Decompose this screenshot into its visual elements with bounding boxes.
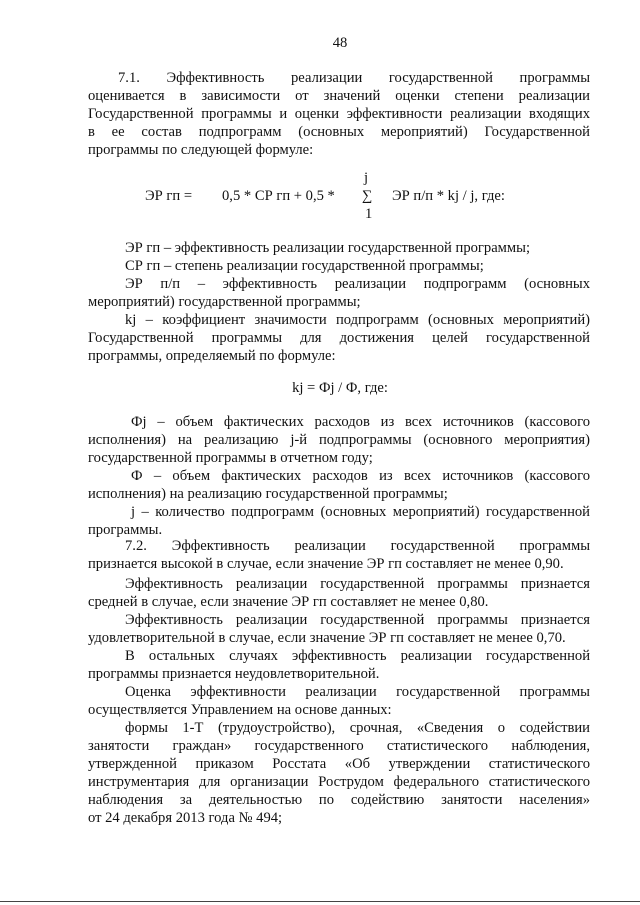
sigma-symbol: ∑ [362, 188, 373, 204]
text-line: j – количество подпрограмм (основных мероприятий) государственной [131, 504, 590, 520]
formula-term-2: ЭР п/п * kj / j, где: [392, 188, 505, 204]
formula-kj: kj = Фj / Ф, где: [292, 380, 388, 396]
text-line: мероприятий) государственной программы; [88, 294, 361, 310]
text-line: осуществляется Управлением на основе данных: [88, 702, 392, 718]
text-line: государственной программы в отчетном году; [88, 450, 373, 466]
text-line: удовлетворительной в случае, если значение ЭР гп составляет не менее 0,70. [88, 630, 566, 646]
text-line: 7.1. Эффективность реализации государственной программы [118, 70, 590, 86]
text-line: в ее состав подпрограмм (основных мероприятий) Государственной [88, 124, 590, 140]
text-line: Ф – объем фактических расходов из всех источников (кассового [131, 468, 590, 484]
formula-lhs: ЭР гп = [145, 188, 193, 204]
text-line: 7.2. Эффективность реализации государственной программы [125, 538, 590, 554]
text-line: средней в случае, если значение ЭР гп составляет не менее 0,80. [88, 594, 489, 610]
formula-lower-index: 1 [365, 206, 373, 222]
text-line: исполнения) на реализацию j-й подпрограммы (основного мероприятия) [88, 432, 590, 448]
text-line: Оценка эффективности реализации государственной программы [125, 684, 590, 700]
text-line: программы признается неудовлетворительной. [88, 666, 380, 682]
text-line: Фj – объем фактических расходов из всех источников (кассового [131, 414, 590, 430]
text-line: занятости граждан» государственного статистического наблюдения, [88, 738, 590, 754]
text-line: программы, определяемый по формуле: [88, 348, 336, 364]
text-line: наблюдения за деятельностью по содействию занятости населения» [88, 792, 590, 808]
text-line: исполнения) на реализацию государственной программы; [88, 486, 448, 502]
text-line: формы 1-Т (трудоустройство), срочная, «Сведения о содействии [125, 720, 590, 736]
text-line: Государственной программы и оценки эффективности реализации входящих [88, 106, 590, 122]
text-line: В остальных случаях эффективность реализации государственной [125, 648, 590, 664]
text-line: СР гп – степень реализации государственной программы; [125, 258, 484, 274]
text-line: программы. [88, 522, 163, 538]
text-line: Государственной программы для достижения целей государственной [88, 330, 590, 346]
text-line: от 24 декабря 2013 года № 494; [88, 810, 283, 826]
text-line: признается высокой в случае, если значение ЭР гп составляет не менее 0,90. [88, 556, 564, 572]
text-line: Эффективность реализации государственной программы признается [125, 612, 590, 628]
text-line: Эффективность реализации государственной программы признается [125, 576, 590, 592]
text-line: ЭР п/п – эффективность реализации подпрограмм (основных [125, 276, 590, 292]
formula-upper-index: j [364, 170, 369, 186]
text-line: оценивается в зависимости от значений оценки степени реализации [88, 88, 590, 104]
page-bottom-edge [0, 901, 640, 902]
text-line: инструментария для организации Рострудом федерального статистического [88, 774, 590, 790]
formula-term-1: 0,5 * СР гп + 0,5 * [222, 188, 335, 204]
page-number: 48 [332, 35, 348, 51]
text-line: утвержденной приказом Росстата «Об утверждении статистического [88, 756, 590, 772]
text-line: kj – коэффициент значимости подпрограмм (основных мероприятий) [125, 312, 590, 328]
text-line: ЭР гп – эффективность реализации государственной программы; [125, 240, 530, 256]
text-line: программы по следующей формуле: [88, 142, 314, 158]
